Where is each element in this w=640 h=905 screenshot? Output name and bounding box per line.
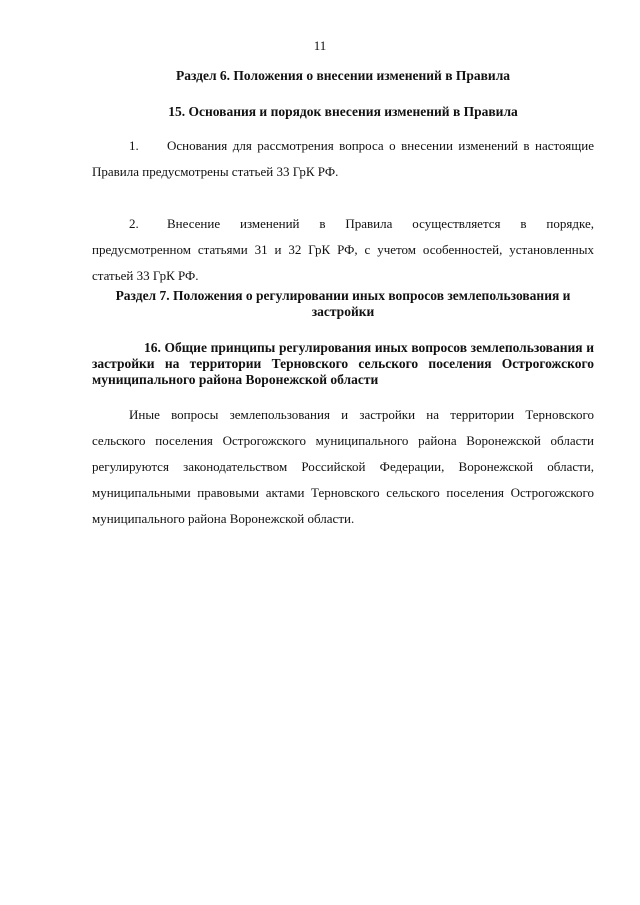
- item-number: 2.: [129, 216, 139, 231]
- item-text: Основания для рассмотрения вопроса о внесении изменений в настоящие Правила предусмотрены статьей 33 ГрК РФ.: [92, 138, 594, 179]
- item-text: Внесение изменений в Правила осуществляется в порядке, предусмотренном статьями 31 и 32 ГрК РФ, с учетом особенностей, установленных статьей 33 ГрК РФ.: [92, 216, 594, 283]
- page-number: 11: [313, 38, 327, 53]
- article-16-title-text: 16. Общие принципы регулирования иных вопросов землепользования и застройки на территории Терновского сельского поселения Острогожского муниципального района Воронежской области: [92, 340, 594, 387]
- article-15-item-1: [92, 133, 594, 185]
- section-6-title: Раздел 6. Положения о внесении изменений в Правила: [175, 68, 511, 83]
- item-number: 1.: [129, 138, 139, 153]
- section-7-title: Раздел 7. Положения о регулировании иных вопросов землепользования и застройки: [115, 288, 571, 319]
- article-15-title: 15. Основания и порядок внесения изменений в Правила: [168, 104, 518, 119]
- article-16-paragraph: Иные вопросы землепользования и застройки на территории Терновского сельского поселения Острогожского муниципального района Воронежской области регулируются законодательством Российской Федерации, Воронежской области, муниципальными правовыми актами Терновского сельского поселения Острогожского муниципального района Воронежской области.: [92, 407, 594, 526]
- article-15-item-2: [92, 211, 594, 289]
- article-16-title: [92, 340, 594, 388]
